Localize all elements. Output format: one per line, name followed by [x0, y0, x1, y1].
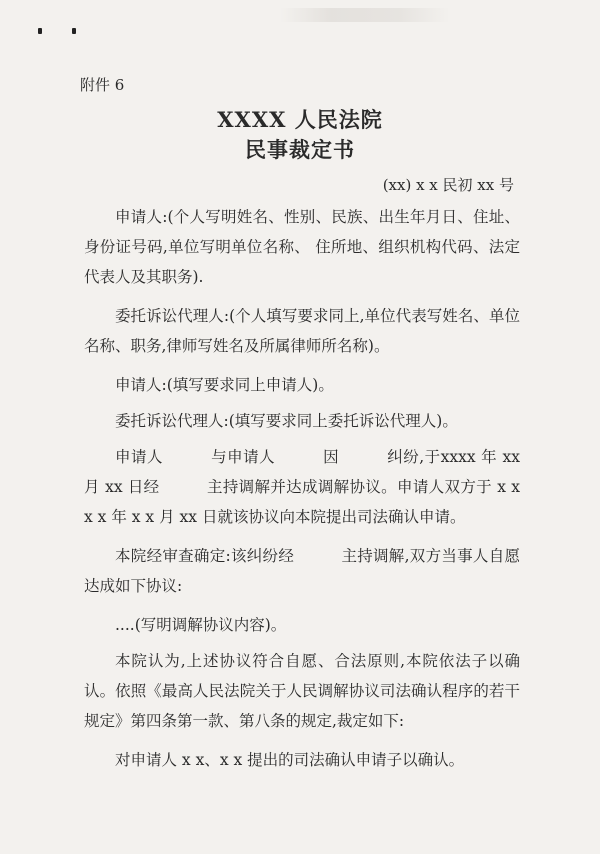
paragraph-agent-1: 委托诉讼代理人:(个人填写要求同上,单位代表写姓名、单位名称、职务,律师写姓名及所属律师所名称)。: [84, 307, 520, 355]
court-name: XXXX 人民法院: [217, 107, 383, 132]
annex-label: 附件 6: [80, 76, 125, 94]
document-body: [84, 202, 520, 784]
paragraph-applicant-2: 申请人:(填写要求同上申请人)。: [115, 376, 334, 394]
paragraph-mediation: 申请人 与申请人 因 纠纷,于xxxx 年 xx 月 xx 日经 主持调解并达成调解协议。申请人双方于 x x x x 年 x x 月 xx 日就该协议向本院提出司法确认申请。: [84, 448, 520, 526]
paragraph-court-opinion: 本院认为,上述协议符合自愿、合法原则,本院依法子以确认。依照《最高人民法院关于人民调解协议司法确认程序的若干规定》第四条第一款、第八条的规定,裁定如下:: [84, 652, 520, 730]
paragraph-ruling: 对申请人 x x、x x 提出的司法确认申请子以确认。: [115, 751, 465, 769]
paragraph-agreement-content: ....(写明调解协议内容)。: [115, 616, 287, 634]
paragraph-applicant-1: 申请人:(个人写明姓名、性别、民族、出生年月日、住址、身份证号码,单位写明单位名称、 住所地、组织机构代码、法定代表人及其职务).: [84, 208, 520, 286]
paragraph-agent-2: 委托诉讼代理人:(填写要求同上委托诉讼代理人)。: [115, 412, 458, 430]
document-type: 民事裁定书: [245, 137, 355, 162]
case-number: (xx) x x 民初 xx 号: [382, 176, 514, 194]
scan-mark-left: [38, 28, 42, 34]
paragraph-review: 本院经审查确定:该纠纷经 主持调解,双方当事人自愿达成如下协议:: [84, 547, 520, 595]
scan-mark-right: [72, 28, 76, 34]
show-through-mark: [280, 8, 450, 22]
